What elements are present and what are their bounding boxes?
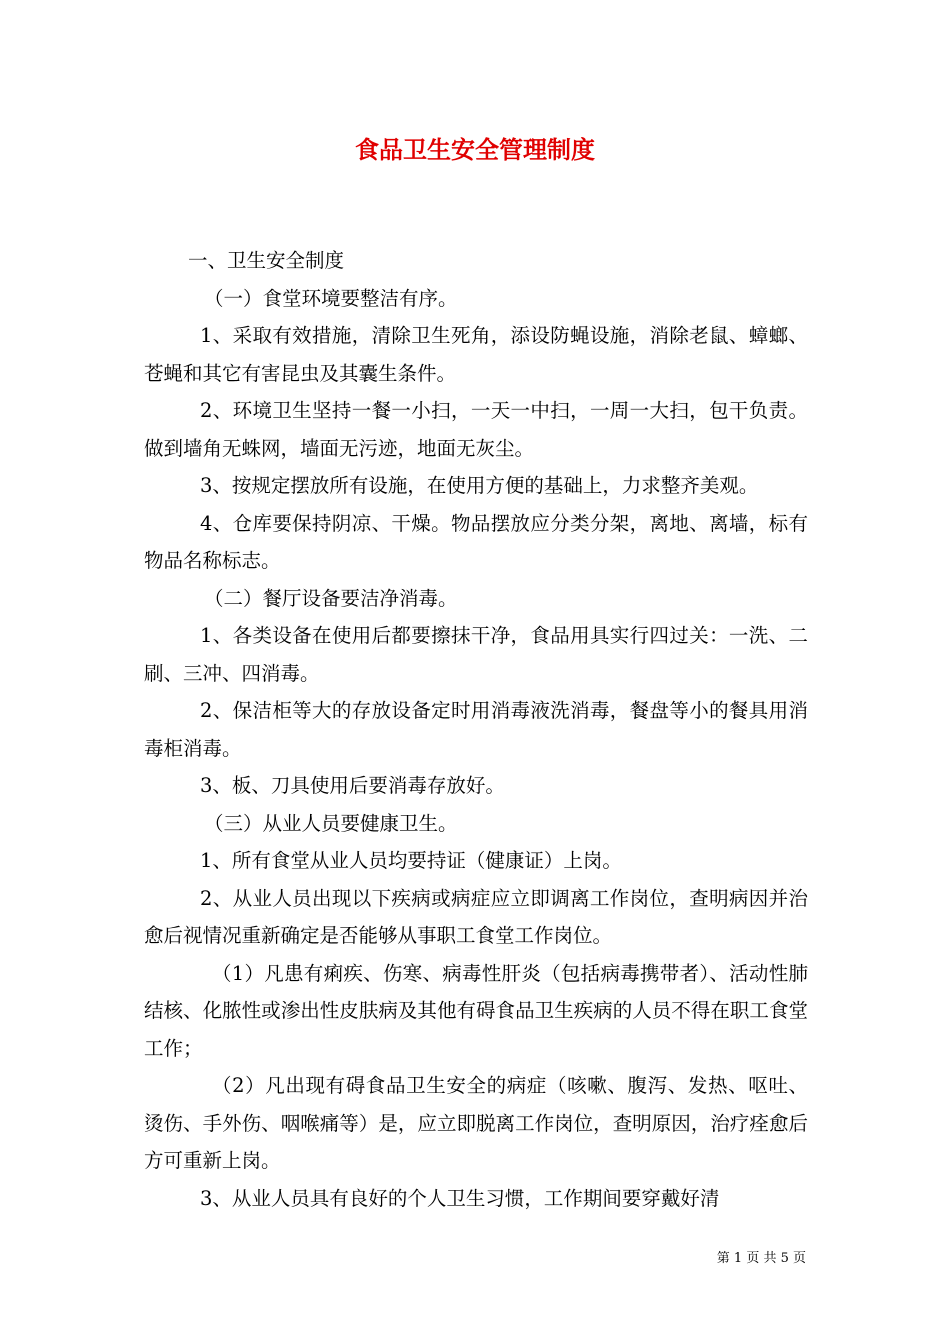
paragraph: 1、采取有效措施，清除卫生死角，添设防蝇设施，消除老鼠、蟑螂、苍蝇和其它有害昆虫及其囊生条件。 xyxy=(144,324,808,385)
document-title: 食品卫生安全管理制度 xyxy=(355,135,595,164)
paragraph: （2）凡出现有碍食品卫生安全的病症（咳嗽、腹泻、发热、呕吐、烫伤、手外伤、咽喉痛等）是，应立即脱离工作岗位，查明原因，治疗痊愈后方可重新上岗。 xyxy=(144,1074,808,1172)
paragraph: （1）凡患有痢疾、伤寒、病毒性肝炎（包括病毒携带者）、活动性肺结核、化脓性或渗出性皮肤病及其他有碍食品卫生疾病的人员不得在职工食堂工作； xyxy=(144,961,808,1060)
page-number: 第 1 页 共 5 页 xyxy=(716,1251,806,1266)
paragraph: 1、各类设备在使用后都要擦抹干净，食品用具实行四过关：一洗、二刷、三冲、四消毒。 xyxy=(144,624,808,685)
paragraph: 3、按规定摆放所有设施，在使用方便的基础上，力求整齐美观。 xyxy=(200,474,759,497)
paragraph: 2、从业人员出现以下疾病或病症应立即调离工作岗位，查明病因并治愈后视情况重新确定是否能够从事职工食堂工作岗位。 xyxy=(144,886,808,947)
paragraph: 4、仓库要保持阴凉、干燥。物品摆放应分类分架，离地、离墙，标有物品名称标志。 xyxy=(144,511,808,572)
paragraph: 3、从业人员具有良好的个人卫生习惯，工作期间要穿戴好清 xyxy=(200,1186,720,1210)
subsection-heading: （二）餐厅设备要洁净消毒。 xyxy=(204,586,458,610)
paragraph: 3、板、刀具使用后要消毒存放好。 xyxy=(200,774,505,797)
document-body xyxy=(144,242,808,1217)
section-heading: 一、卫生安全制度 xyxy=(188,249,345,272)
paragraph: 2、保洁柜等大的存放设备定时用消毒液洗消毒，餐盘等小的餐具用消毒柜消毒。 xyxy=(144,699,808,760)
paragraph: 2、环境卫生坚持一餐一小扫，一天一中扫，一周一大扫，包干负责。做到墙角无蛛网，墙面无污迹，地面无灰尘。 xyxy=(144,399,808,460)
subsection-heading: （三）从业人员要健康卫生。 xyxy=(204,811,458,835)
subsection-heading: （一）食堂环境要整洁有序。 xyxy=(204,286,458,310)
paragraph: 1、所有食堂从业人员均要持证（健康证）上岗。 xyxy=(200,849,622,872)
